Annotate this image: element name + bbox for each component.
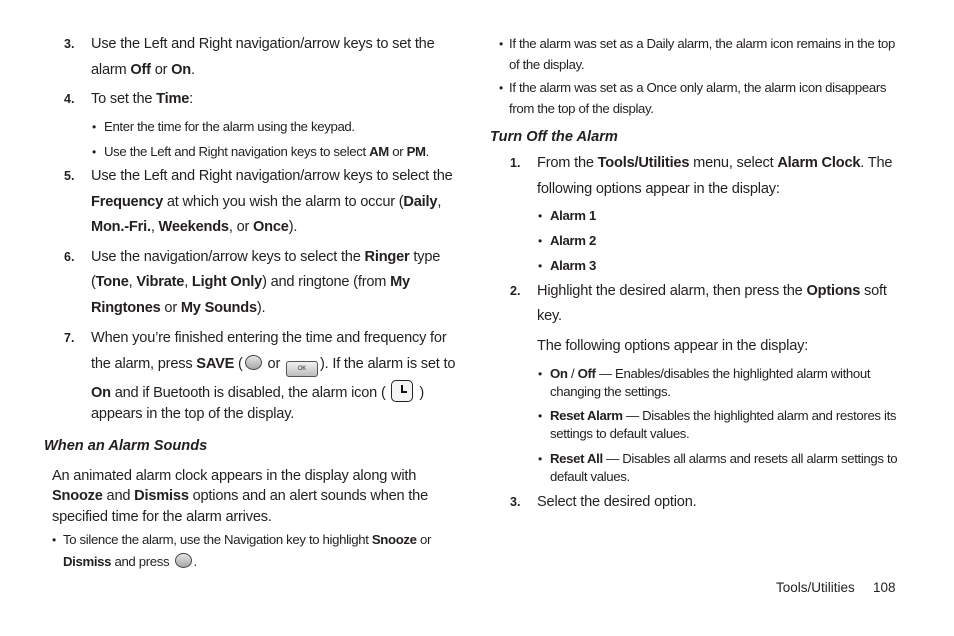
- bullet: •: [538, 259, 543, 273]
- step-text: key.: [537, 308, 562, 324]
- section-heading: When an Alarm Sounds: [44, 438, 208, 454]
- center-key-icon: [175, 553, 192, 568]
- paragraph-line: An animated alarm clock appears in the display along with: [52, 468, 417, 484]
- step-text: From the Tools/Utilities menu, select Alarm Clock. The: [537, 155, 893, 171]
- step-number: 3.: [510, 495, 521, 509]
- option-description: settings to default values.: [550, 426, 690, 441]
- option-description: On / Off — Enables/disables the highlighted alarm without: [550, 366, 871, 381]
- bullet: •: [538, 367, 543, 381]
- page-number: 108: [873, 580, 896, 595]
- bullet-text: If the alarm was set as a Daily alarm, the alarm icon remains in the top: [509, 36, 895, 51]
- step-number: 3.: [64, 37, 75, 51]
- option-description: default values.: [550, 469, 630, 484]
- bullet-text: To silence the alarm, use the Navigation key to highlight Snooze or: [63, 532, 431, 547]
- alarm-option: Alarm 2: [550, 233, 596, 248]
- step-text: Use the Left and Right navigation/arrow keys to select the: [91, 168, 453, 184]
- bullet: •: [92, 145, 97, 159]
- step-number: 4.: [64, 92, 75, 106]
- step-text: (Tone, Vibrate, Light Only) and ringtone (from My: [91, 274, 410, 290]
- step-number: 6.: [64, 250, 75, 264]
- bullet-text: Use the Left and Right navigation keys to select AM or PM.: [104, 144, 429, 159]
- bullet-text: If the alarm was set as a Once only alarm, the alarm icon disappears: [509, 80, 887, 95]
- bullet: •: [538, 409, 543, 423]
- paragraph-line: specified time for the alarm arrives.: [52, 509, 272, 525]
- step-text: Use the navigation/arrow keys to select the Ringer type: [91, 249, 441, 265]
- ok-key-icon: OK: [286, 361, 318, 377]
- bullet-text: of the display.: [509, 57, 585, 72]
- step-text: appears in the top of the display.: [91, 406, 295, 422]
- step-number: 1.: [510, 156, 521, 170]
- step-text: Use the Left and Right navigation/arrow keys to set the: [91, 36, 435, 52]
- step-text: alarm Off or On.: [91, 62, 195, 78]
- bullet: •: [499, 81, 504, 95]
- bullet-text: Enter the time for the alarm using the keypad.: [104, 119, 355, 134]
- bullet-text: from the top of the display.: [509, 101, 654, 116]
- alarm-option: Alarm 1: [550, 208, 596, 223]
- bullet: •: [538, 209, 543, 223]
- step-number: 5.: [64, 169, 75, 183]
- bullet: •: [538, 234, 543, 248]
- alarm-clock-icon: [391, 380, 413, 402]
- step-text: Frequency at which you wish the alarm to occur (Daily,: [91, 194, 442, 210]
- option-description: Reset All — Disables all alarms and resets all alarm settings to: [550, 451, 898, 466]
- step-text: Highlight the desired alarm, then press the Options soft: [537, 283, 887, 299]
- option-description: Reset Alarm — Disables the highlighted alarm and restores its: [550, 408, 897, 423]
- step-number: 7.: [64, 331, 75, 345]
- bullet: •: [499, 37, 504, 51]
- bullet: •: [52, 533, 57, 547]
- step-number: 2.: [510, 284, 521, 298]
- bullet: •: [538, 452, 543, 466]
- step-text: When you’re finished entering the time and frequency for: [91, 330, 447, 346]
- step-text: the alarm, press SAVE ( or OK ). If the alarm is set to: [91, 355, 455, 377]
- alarm-option: Alarm 3: [550, 258, 596, 273]
- footer-section: Tools/Utilities: [776, 580, 855, 595]
- option-description: changing the settings.: [550, 384, 671, 399]
- paragraph-line: Snooze and Dismiss options and an alert sounds when the: [52, 488, 428, 504]
- step-text: On and if Buetooth is disabled, the alarm icon ( ): [91, 380, 424, 402]
- step-text: Select the desired option.: [537, 494, 697, 510]
- step-text: following options appear in the display:: [537, 181, 780, 197]
- step-text: To set the Time:: [91, 91, 193, 107]
- bullet-text: Dismiss and press .: [63, 554, 197, 569]
- paragraph-line: The following options appear in the display:: [537, 338, 809, 354]
- step-text: Ringtones or My Sounds).: [91, 300, 266, 316]
- center-key-icon: [245, 355, 262, 370]
- section-heading: Turn Off the Alarm: [490, 129, 618, 145]
- step-text: Mon.-Fri., Weekends, or Once).: [91, 219, 298, 235]
- bullet: •: [92, 120, 97, 134]
